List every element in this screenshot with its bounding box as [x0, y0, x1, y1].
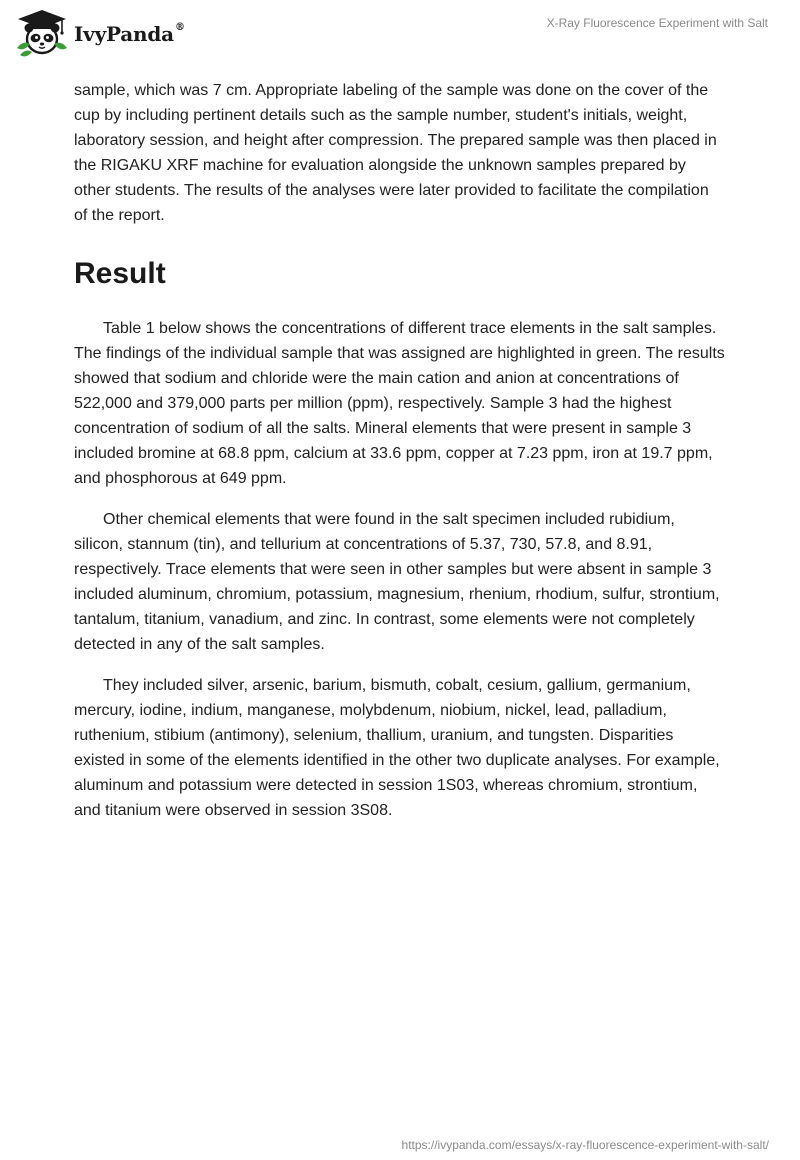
ivypanda-logo[interactable]	[14, 8, 185, 58]
registered-mark: ®	[174, 22, 185, 34]
result-paragraph-3: They included silver, arsenic, barium, bismuth, cobalt, cesium, gallium, germanium, mercury, iodine, indium, manganese, molybdenum, niobium, nickel, lead, palladium, ruthenium, stibium (antimony), selenium, thallium, uranium, and tungsten. Disparities existed in some of the elements identified in the other two duplicate analyses. For example, aluminum and potassium were detected in session 1S03, whereas chromium, strontium, and titanium were observed in session 3S08.	[74, 677, 720, 819]
document-title: X-Ray Fluorescence Experiment with Salt	[546, 16, 768, 30]
panda-graduate-icon	[14, 8, 70, 58]
brand-name	[74, 22, 185, 46]
source-url-link[interactable]: https://ivypanda.com/essays/x-ray-fluorescence-experiment-with-salt/	[401, 1138, 769, 1152]
intro-paragraph: sample, which was 7 cm. Appropriate labeling of the sample was done on the cover of the cup by including pertinent details such as the sample number, student's initials, weight, laboratory session, and height after compression. The prepared sample was then placed in the RIGAKU XRF machine for evaluation alongside the unknown samples prepared by other students. The results of the analyses were later provided to facilitate the compilation of the report.	[74, 82, 717, 224]
result-heading: Result	[74, 257, 166, 290]
result-paragraph-2: Other chemical elements that were found in the salt specimen included rubidium, silicon, stannum (tin), and tellurium at concentrations of 5.37, 730, 57.8, and 8.91, respectively. Trace elements that were seen in other samples but were absent in sample 3 included aluminum, chromium, potassium, magnesium, rhenium, rhodium, sulfur, strontium, tantalum, titanium, vanadium, and zinc. In contrast, some elements were not completely detected in any of the salt samples.	[74, 511, 720, 653]
brand-name-text: IvyPanda	[74, 22, 174, 46]
article-body	[74, 78, 726, 823]
result-paragraph-1: Table 1 below shows the concentrations of different trace elements in the salt samples. The findings of the individual sample that was assigned are highlighted in green. The results showed that sodium and chloride were the main cation and anion at concentrations of 522,000 and 379,000 parts per million (ppm), respectively. Sample 3 had the highest concentration of sodium of all the salts. Mineral elements that were present in sample 3 included bromine at 68.8 ppm, calcium at 33.6 ppm, copper at 7.23 ppm, iron at 19.7 ppm, and phosphorous at 649 ppm.	[74, 320, 725, 487]
page-header	[0, 0, 800, 62]
